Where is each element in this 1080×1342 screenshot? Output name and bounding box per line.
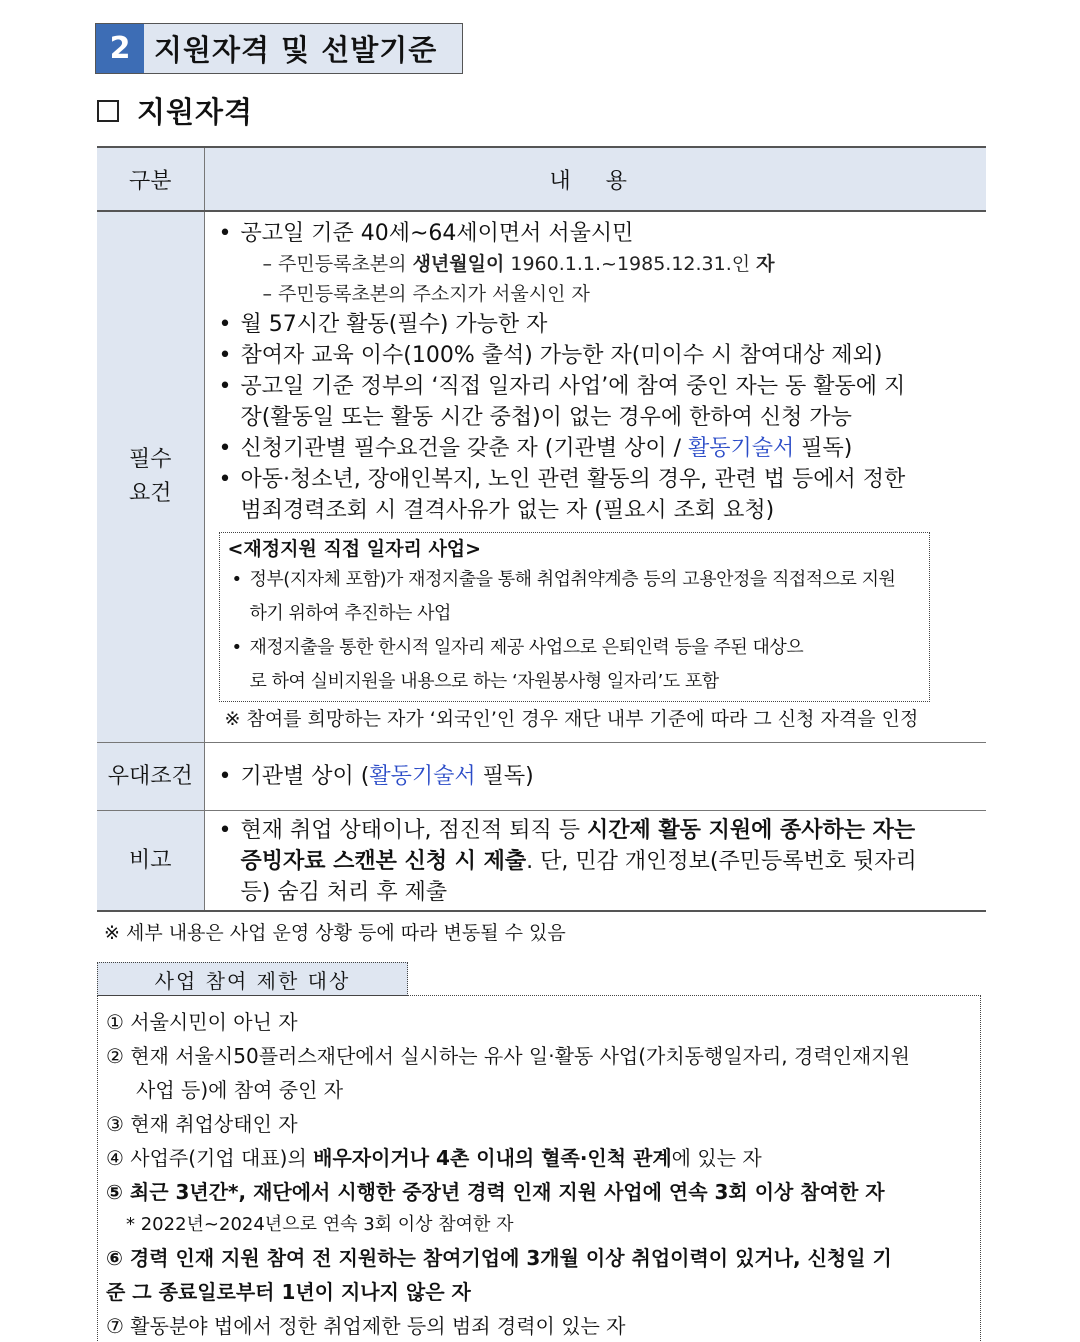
req-dash-1-bold2: 자 <box>756 253 775 275</box>
req-bullet-6-line1: • 아동·청소년, 장애인복지, 노인 관련 활동의 경우, 관련 법 등에서 정한 <box>240 467 906 492</box>
remarks-l3: 등) 숨김 처리 후 제출 <box>240 880 448 905</box>
restriction-item-3: ③ 현재 취업상태인 자 <box>106 1112 298 1136</box>
required-content <box>204 211 986 743</box>
section-header <box>95 23 463 74</box>
direct-job-program-box <box>219 532 931 702</box>
checkbox-square-icon <box>97 100 119 122</box>
restriction-item-6-line1: ⑥ 경력 인재 지원 참여 전 지원하는 참여기업에 3개월 이상 취업이력이 있거나, 신청일 기 <box>106 1246 892 1270</box>
remarks-l1-pre: 현재 취업 상태이나, 점진적 퇴직 등 <box>240 818 587 843</box>
req-dash-1-bold: 생년월일이 <box>412 253 505 275</box>
header-content: 내 용 <box>204 147 986 211</box>
list-item <box>215 761 979 792</box>
list-item <box>215 218 979 309</box>
header-category: 구분 <box>97 147 204 211</box>
preferred-content <box>204 743 986 811</box>
restriction-item-5-note: * 2022년~2024년으로 연속 3회 이상 참여한 자 <box>126 1214 514 1235</box>
restrictions-title: 사업 참여 제한 대상 <box>97 962 408 996</box>
req-bullet-4-line1: • 공고일 기준 정부의 ‘직접 일자리 사업’에 참여 중인 자는 동 활동에 지 <box>240 374 906 399</box>
restriction-item-2-line1: ② 현재 서울시50플러스재단에서 실시하는 유사 일·활동 사업(가치동행일자리, 경력인재지원 <box>106 1044 910 1068</box>
section-number: 2 <box>96 24 144 73</box>
section-title: 지원자격 및 선발기준 <box>144 24 462 73</box>
table-row-required <box>97 211 986 743</box>
restriction-item-4-pre: ④ 사업주(기업 대표)의 <box>106 1146 314 1170</box>
restriction-item-7: ⑦ 활동분야 법에서 정한 취업제한 등의 범죄 경력이 있는 자 <box>106 1314 626 1338</box>
table-row-preferred <box>97 743 986 811</box>
foreigner-note: ※ 참여를 희망하는 자가 ‘외국인’인 경우 재단 내부 기준에 따라 그 신청 자격을 인정 <box>224 708 919 730</box>
req-dash-1 <box>241 249 979 279</box>
eligibility-table <box>97 146 986 912</box>
list-item <box>215 433 979 464</box>
restriction-item-5: ⑤ 최근 3년간*, 재단에서 시행한 중장년 경력 인재 지원 사업에 연속 3회 이상 참여한 자 <box>106 1180 885 1204</box>
sub-heading-title: 지원자격 <box>137 95 254 129</box>
table-header-row <box>97 147 986 211</box>
footnote: ※ 세부 내용은 사업 운영 상황 등에 따라 변동될 수 있음 <box>104 922 566 944</box>
preferred-label: 우대조건 <box>97 743 204 811</box>
restriction-item-2 <box>106 1039 972 1107</box>
restrictions-box <box>97 995 981 1342</box>
req-bullet-5-pre: 신청기관별 필수요건을 갖춘 자 (기관별 상이 / <box>240 436 688 461</box>
req-bullet-2: 월 57시간 활동(필수) 가능한 자 <box>240 312 548 337</box>
req-bullet-6-line2: 범죄경력조회 시 결격사유가 없는 자 (필요시 조회 요청) <box>240 498 775 523</box>
pref-post: 필독) <box>475 764 534 789</box>
required-label <box>97 211 204 743</box>
box-item-1-line2: 하기 위하여 추진하는 사업 <box>249 603 451 624</box>
req-dash-2: – 주민등록초본의 주소지가 서울시인 자 <box>262 283 590 305</box>
required-label-line1: 필수 <box>128 447 172 472</box>
restriction-item-6 <box>106 1241 972 1309</box>
req-bullet-1: 공고일 기준 40세~64세이면서 서울시민 <box>240 221 634 246</box>
activity-description-link[interactable]: 활동기술서 <box>688 436 795 461</box>
list-item <box>215 464 979 526</box>
remarks-label: 비고 <box>97 811 204 912</box>
list-item <box>228 563 924 631</box>
list-item <box>215 309 979 340</box>
req-bullet-4-line2: 장(활동일 또는 활동 시간 중첩)이 없는 경우에 한하여 신청 가능 <box>240 405 852 430</box>
remarks-l2-post: . 단, 민감 개인정보(주민등록번호 뒷자리 <box>526 849 917 874</box>
remarks-l2-bold: 증빙자료 스캔본 신청 시 제출 <box>240 849 527 874</box>
restriction-item-4-bold: 배우자이거나 4촌 이내의 혈족·인척 관계 <box>313 1146 672 1170</box>
remarks-content <box>204 811 986 912</box>
pref-pre: 기관별 상이 ( <box>240 764 370 789</box>
activity-description-link[interactable]: 활동기술서 <box>369 764 476 789</box>
box-item-2-line1: • 재정지출을 통한 한시적 일자리 제공 사업으로 은퇴인력 등을 주된 대상으 <box>249 637 804 658</box>
list-item <box>215 340 979 371</box>
required-label-line2: 요건 <box>128 481 172 506</box>
remarks-l1-bold: 시간제 활동 지원에 종사하는 자는 <box>586 818 916 843</box>
restriction-item-1: ① 서울시민이 아닌 자 <box>106 1010 298 1034</box>
list-item <box>215 371 979 433</box>
box-item-2-line2: 로 하여 실비지원을 내용으로 하는 ‘자원봉사형 일자리’도 포함 <box>249 671 719 692</box>
req-dash-1-pre: – 주민등록초본의 <box>262 253 413 275</box>
restriction-item-4-post: 에 있는 자 <box>671 1146 762 1170</box>
table-row-remarks <box>97 811 986 912</box>
list-item <box>228 631 924 699</box>
direct-job-program-title: <재정지원 직접 일자리 사업> <box>227 538 482 560</box>
sub-heading <box>97 90 253 131</box>
list-item <box>215 815 979 908</box>
restriction-item-4 <box>106 1141 972 1175</box>
req-bullet-5-post: 필독) <box>794 436 853 461</box>
req-dash-1-mid: 1960.1.1.~1985.12.31.인 <box>504 253 757 275</box>
restriction-item-2-line2: 사업 등)에 참여 중인 자 <box>136 1078 344 1102</box>
req-bullet-3: 참여자 교육 이수(100% 출석) 가능한 자(미이수 시 참여대상 제외) <box>240 343 883 368</box>
restriction-item-6-line2: 준 그 종료일로부터 1년이 지나지 않은 자 <box>106 1280 471 1304</box>
box-item-1-line1: • 정부(지자체 포함)가 재정지출을 통해 취업취약계층 등의 고용안정을 직접적으로 지원 <box>249 569 896 590</box>
